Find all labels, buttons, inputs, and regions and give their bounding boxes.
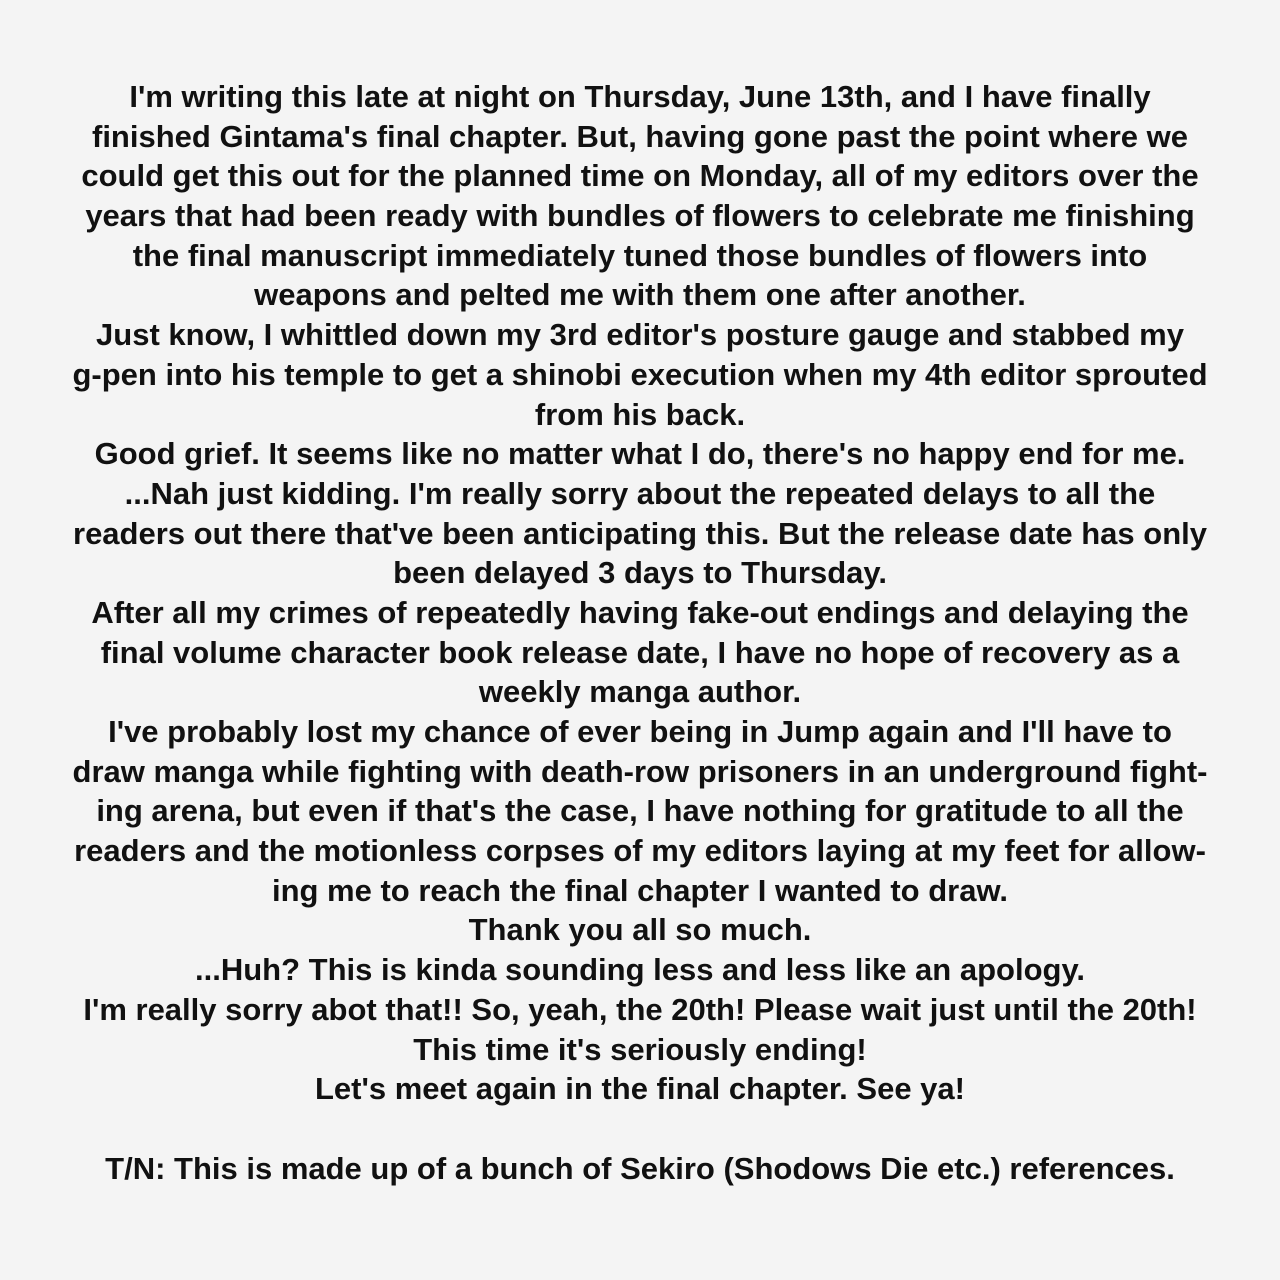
note-line: Good grief. It seems like no matter what I do, there's no happy end for me. <box>94 436 1186 472</box>
note-line: Just know, I whittled down my 3rd editor's posture gauge and stabbed my <box>96 317 1184 353</box>
note-line: finished Gintama's final chapter. But, having gone past the point where we <box>92 118 1188 154</box>
note-line: Thank you all so much. <box>468 912 812 948</box>
note-line: ing arena, but even if that's the case, I have nothing for gratitude to all the <box>96 793 1184 829</box>
note-line: weapons and pelted me with them one after another. <box>254 277 1026 313</box>
spacer <box>0 1109 1280 1149</box>
note-line: I'm writing this late at night on Thursday, June 13th, and I have finally <box>129 79 1151 114</box>
note-line: ing me to reach the final chapter I wanted to draw. <box>271 872 1009 908</box>
note-line: I've probably lost my chance of ever being in Jump again and I'll have to <box>108 714 1172 749</box>
note-line: I'm really sorry abot that!! So, yeah, the 20th! Please wait just until the 20th! <box>83 991 1197 1027</box>
note-line: ...Nah just kidding. I'm really sorry about the repeated delays to all the <box>124 475 1156 511</box>
note-line: g-pen into his temple to get a shinobi execution when my 4th editor sprouted <box>72 356 1208 392</box>
note-line: the final manuscript immediately tuned those bundles of flowers into <box>132 237 1148 273</box>
note-line: After all my crimes of repeatedly having fake-out endings and delaying the <box>91 594 1189 630</box>
translator-note: T/N: This is made up of a bunch of Sekiro (Shodows Die etc.) references. <box>105 1150 1175 1186</box>
note-line: readers out there that've been anticipating this. But the release date has only <box>73 515 1207 551</box>
note-line: ...Huh? This is kinda sounding less and less like an apology. <box>195 952 1085 988</box>
note-line: draw manga while fighting with death-row prisoners in an underground fight- <box>72 753 1208 789</box>
note-line: weekly manga author. <box>478 674 802 710</box>
note-line: This time it's seriously ending! <box>413 1031 867 1067</box>
note-line: readers and the motionless corpses of my editors laying at my feet for allow- <box>74 833 1206 869</box>
note-line: final volume character book release date, I have no hope of recovery as a <box>100 634 1180 670</box>
note-line: could get this out for the planned time on Monday, all of my editors over the <box>81 158 1199 194</box>
note-line: Let's meet again in the final chapter. See ya! <box>315 1071 965 1107</box>
note-line: years that had been ready with bundles of flowers to celebrate me finishing <box>85 198 1195 234</box>
note-line: from his back. <box>534 396 746 432</box>
note-line: been delayed 3 days to Thursday. <box>393 555 887 591</box>
author-note <box>0 77 1280 1188</box>
